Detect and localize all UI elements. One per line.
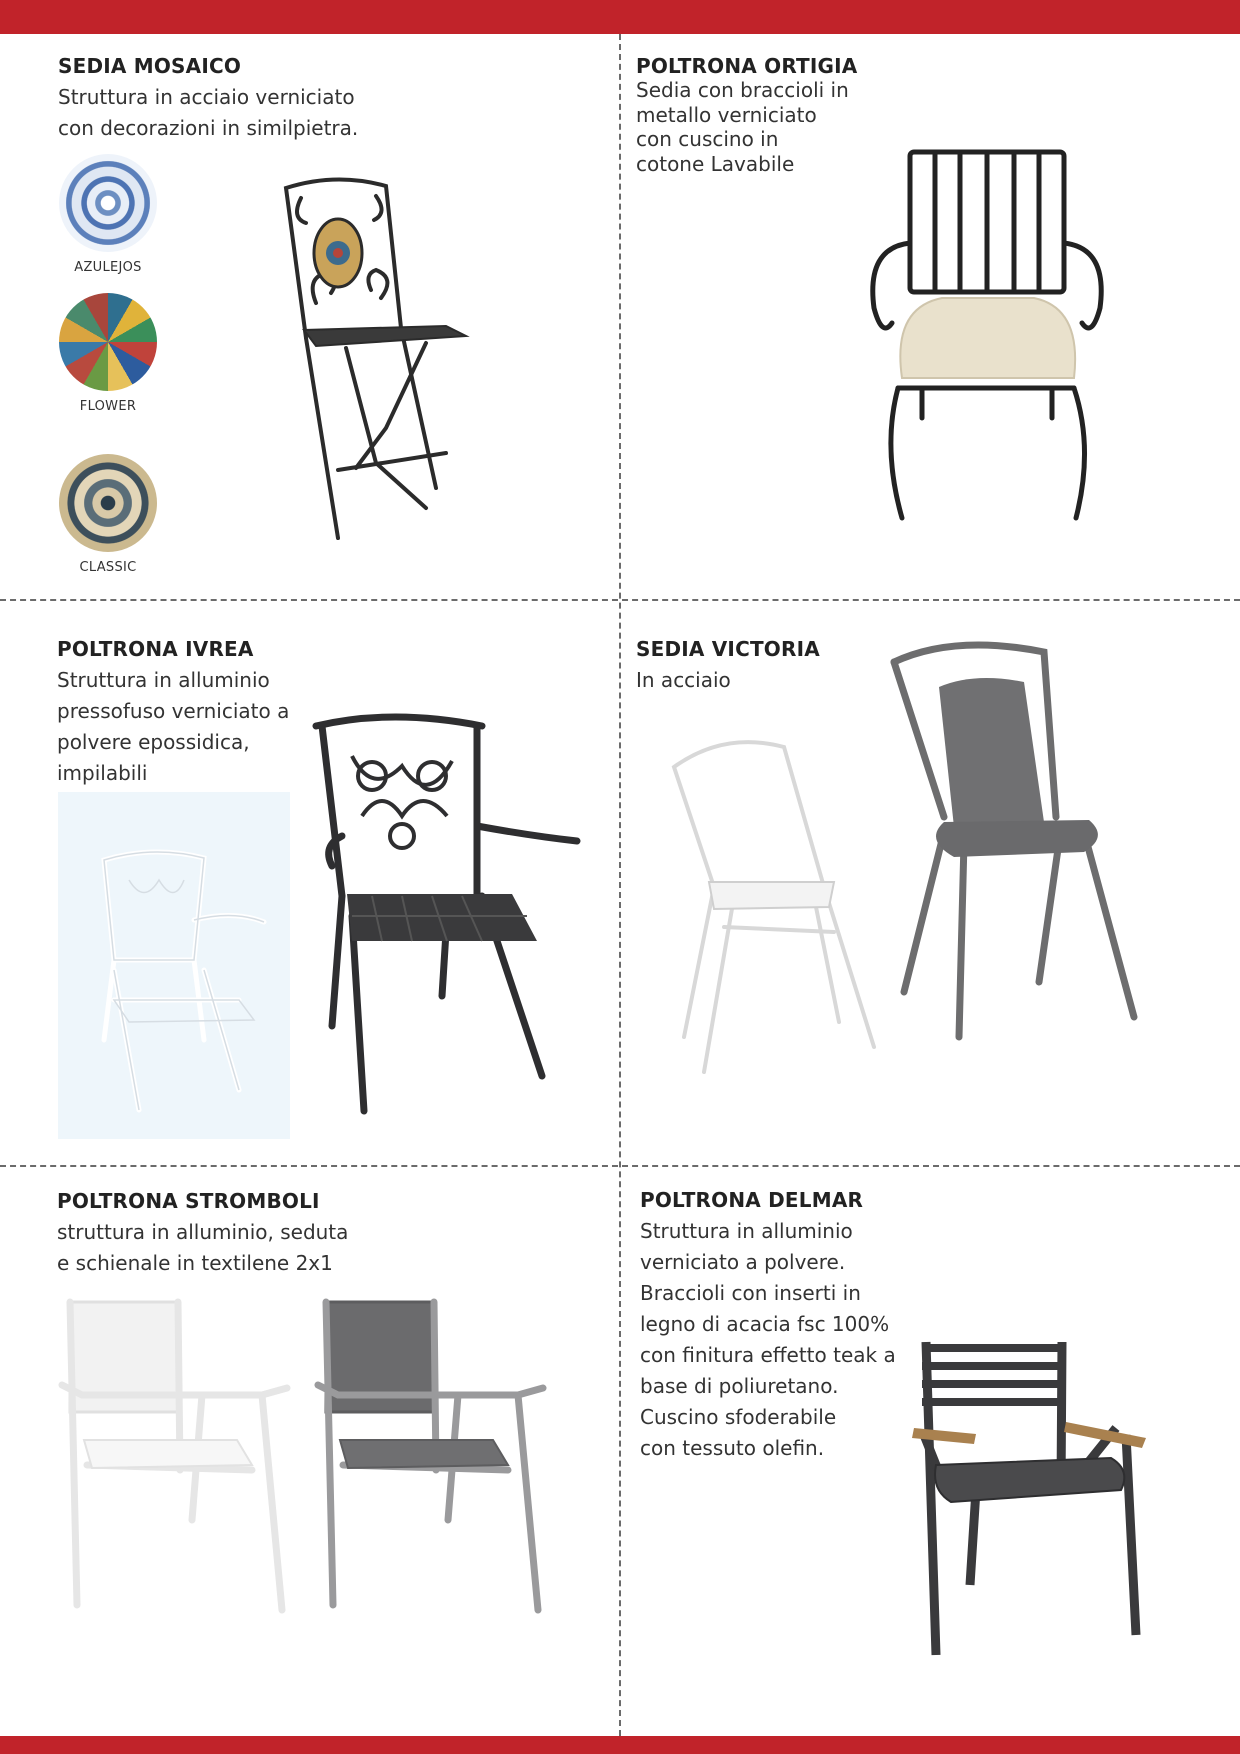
- variant-swatch-azulejos: [58, 154, 158, 275]
- mosaico-folding-chair-image: [276, 178, 506, 543]
- stromboli-white-chair-image: [62, 1300, 292, 1620]
- variant-label: AZULEJOS: [74, 260, 142, 275]
- product-description: Struttura in alluminio verniciato a polvere. Braccioli con inserti in legno di acacia fsc 100% con finitura effetto teak a base di poliuretano. Cuscino sfoderabile con tessuto olefin.: [640, 1219, 896, 1460]
- horizontal-divider-1: [0, 599, 1240, 601]
- ivrea-white-chair-photo: [58, 792, 290, 1139]
- product-description: Struttura in acciaio verniciato con decorazioni in similpietra.: [58, 85, 359, 140]
- product-poltrona-ivrea: [57, 637, 317, 789]
- product-description: Struttura in alluminio pressofuso verniciato a polvere epossidica, impilabili: [57, 668, 290, 785]
- product-description: Sedia con braccioli in metallo verniciato con cuscino in cotone Lavabile: [636, 78, 849, 176]
- product-poltrona-delmar: [640, 1188, 910, 1464]
- stromboli-gray-chair-image: [318, 1300, 548, 1620]
- vertical-divider: [619, 34, 621, 1736]
- bottom-red-band: [0, 1736, 1240, 1754]
- variant-label: CLASSIC: [79, 560, 137, 575]
- azulejos-tile-icon: [59, 154, 157, 252]
- product-title: POLTRONA IVREA: [57, 637, 254, 661]
- product-title: POLTRONA DELMAR: [640, 1188, 864, 1212]
- variant-label: FLOWER: [79, 399, 137, 414]
- victoria-white-chair-image: [664, 737, 894, 1067]
- horizontal-divider-2: [0, 1165, 1240, 1167]
- product-title: POLTRONA STROMBOLI: [57, 1189, 320, 1213]
- victoria-gray-chair-image: [884, 642, 1144, 1042]
- product-title: POLTRONA ORTIGIA: [636, 54, 858, 78]
- ivrea-black-chair-image: [312, 716, 582, 1116]
- ortigia-armchair-image: [862, 148, 1112, 528]
- flower-tile-icon: [59, 293, 157, 391]
- variant-swatch-classic: [58, 454, 158, 575]
- product-poltrona-stromboli: [57, 1189, 577, 1279]
- ivrea-white-chair-image: [84, 850, 274, 1110]
- classic-mosaic-icon: [59, 454, 157, 552]
- product-sedia-mosaico: [58, 54, 598, 144]
- delmar-armchair-image: [916, 1340, 1156, 1660]
- product-description: struttura in alluminio, seduta e schienale in textilene 2x1: [57, 1220, 349, 1275]
- product-sedia-victoria: [636, 637, 836, 696]
- top-red-band: [0, 0, 1240, 34]
- product-title: SEDIA MOSAICO: [58, 54, 242, 78]
- variant-swatch-flower: [58, 293, 158, 414]
- product-description: In acciaio: [636, 668, 731, 692]
- product-title: SEDIA VICTORIA: [636, 637, 820, 661]
